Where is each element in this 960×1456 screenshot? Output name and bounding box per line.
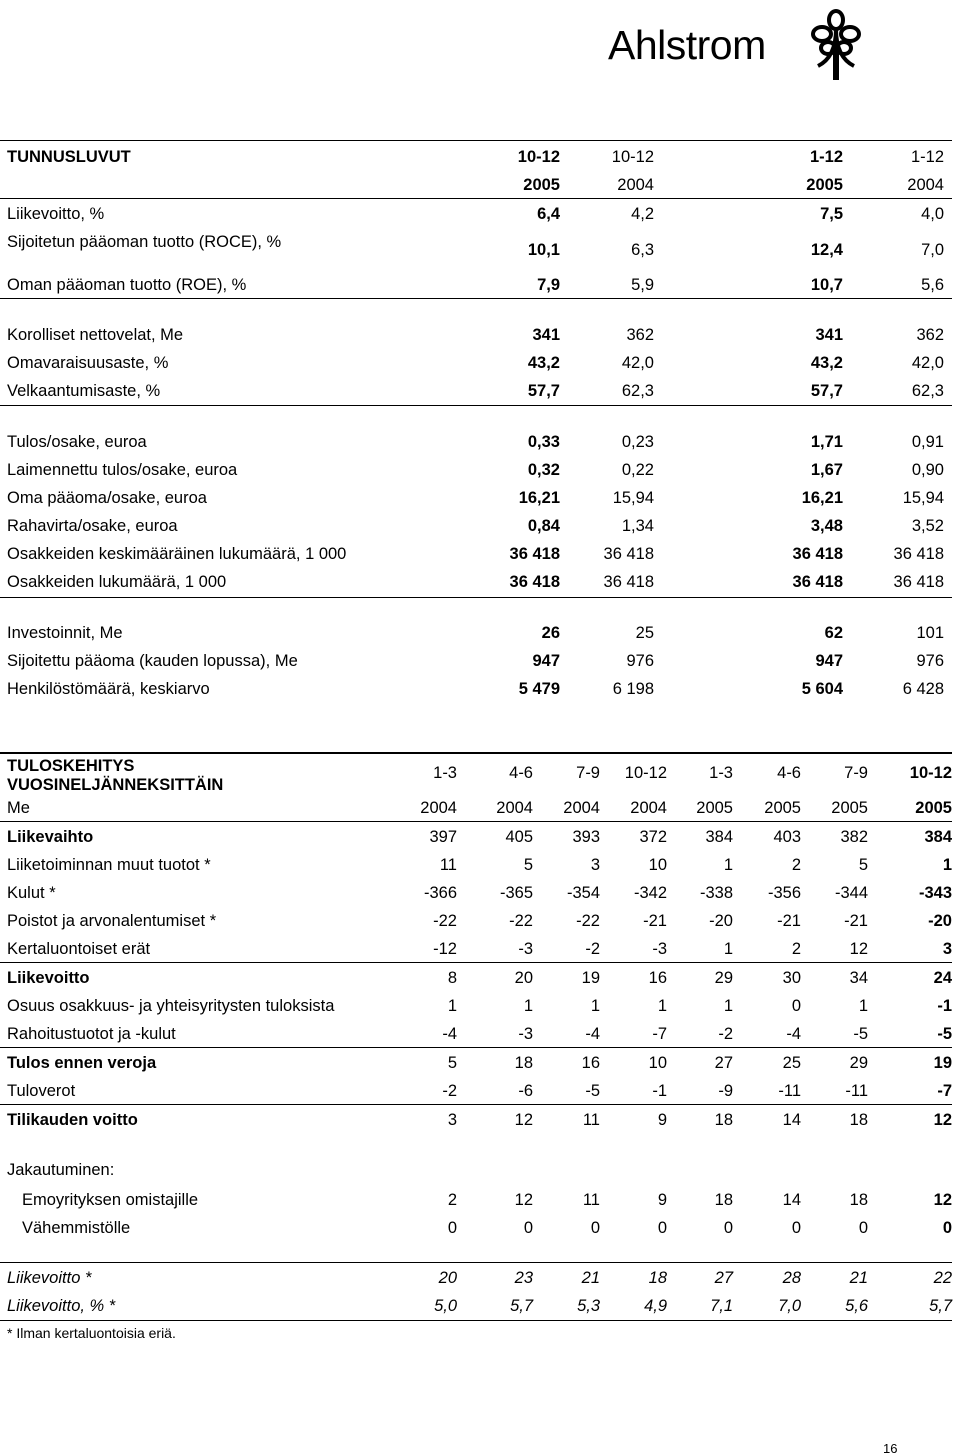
cell: 16 bbox=[648, 969, 667, 987]
cell: 19 bbox=[581, 969, 600, 987]
row-label: Omavaraisuusaste, % bbox=[7, 354, 169, 372]
cell: 1 bbox=[723, 997, 733, 1015]
table2-bottom-rule bbox=[0, 1320, 952, 1321]
cell: -2 bbox=[585, 940, 600, 958]
cell: 1,67 bbox=[810, 461, 843, 479]
cell: 3,48 bbox=[810, 517, 843, 535]
cell: -4 bbox=[442, 1025, 457, 1043]
table-row bbox=[0, 349, 960, 377]
table-row bbox=[0, 456, 960, 484]
cell: 1,34 bbox=[621, 517, 654, 535]
header-period: 1-3 bbox=[433, 764, 457, 782]
cell: 947 bbox=[532, 652, 560, 670]
cell: 6,4 bbox=[537, 205, 560, 223]
row-label: Liikevoitto, % * bbox=[7, 1297, 116, 1315]
table2-year-row bbox=[0, 794, 960, 822]
row-label: Tulos ennen veroja bbox=[7, 1054, 157, 1072]
header-year: 2005 bbox=[696, 799, 733, 817]
cell: 6 198 bbox=[612, 680, 654, 698]
cell: 18 bbox=[849, 1111, 868, 1129]
cell: 2 bbox=[447, 1191, 457, 1209]
row-label: Velkaantumisaste, % bbox=[7, 382, 161, 400]
table-row bbox=[0, 1186, 960, 1214]
cell: 0,84 bbox=[527, 517, 560, 535]
unit-label: Me bbox=[7, 799, 30, 817]
cell: 0,91 bbox=[911, 433, 944, 451]
cell: 22 bbox=[933, 1269, 952, 1287]
row-label: Tuloverot bbox=[7, 1082, 76, 1100]
cell: -365 bbox=[499, 884, 533, 902]
cell: 18 bbox=[648, 1269, 667, 1287]
cell: -2 bbox=[718, 1025, 733, 1043]
cell: 7,0 bbox=[921, 241, 944, 259]
cell: 16,21 bbox=[801, 489, 843, 507]
cell: 62,3 bbox=[911, 382, 944, 400]
cell: 5 bbox=[523, 856, 533, 874]
cell: 3 bbox=[447, 1111, 457, 1129]
ahlstrom-flower-icon bbox=[806, 8, 866, 80]
cell: 397 bbox=[429, 828, 457, 846]
cell: -11 bbox=[778, 1082, 801, 1100]
footnote: * Ilman kertaluontoisia eriä. bbox=[7, 1325, 176, 1341]
cell: -22 bbox=[576, 912, 600, 930]
cell: 5,9 bbox=[631, 276, 654, 294]
cell: 1 bbox=[657, 997, 667, 1015]
cell: 2 bbox=[791, 940, 801, 958]
cell: -7 bbox=[937, 1082, 952, 1100]
cell: 0 bbox=[791, 997, 801, 1015]
header-year: 2004 bbox=[630, 799, 667, 817]
header-period: 7-9 bbox=[844, 764, 868, 782]
row-label: Liikevoitto * bbox=[7, 1269, 92, 1287]
cell: 29 bbox=[849, 1054, 868, 1072]
cell: 10,1 bbox=[527, 241, 560, 259]
cell: -3 bbox=[518, 1025, 533, 1043]
table1-title: TUNNUSLUVUT bbox=[7, 148, 131, 166]
header-period: 1-12 bbox=[910, 148, 944, 166]
table-row bbox=[0, 851, 960, 879]
cell: 25 bbox=[782, 1054, 801, 1072]
table-row bbox=[0, 200, 960, 228]
table-row bbox=[0, 907, 960, 935]
cell: -3 bbox=[518, 940, 533, 958]
table-row bbox=[0, 647, 960, 675]
cell: 18 bbox=[849, 1191, 868, 1209]
row-label: Korolliset nettovelat, Me bbox=[7, 326, 184, 344]
table-row bbox=[0, 233, 960, 264]
cell: 1 bbox=[523, 997, 533, 1015]
cell: 14 bbox=[782, 1111, 801, 1129]
cell: 1 bbox=[723, 856, 733, 874]
cell: 36 418 bbox=[603, 545, 654, 563]
cell: 393 bbox=[572, 828, 600, 846]
cell: 0,90 bbox=[911, 461, 944, 479]
header-year: 2004 bbox=[420, 799, 457, 817]
header-year: 2004 bbox=[563, 799, 600, 817]
cell: 3 bbox=[942, 940, 952, 958]
header-year: 2005 bbox=[831, 799, 868, 817]
subtotal-rule bbox=[0, 962, 952, 963]
table1-section-rule bbox=[0, 405, 952, 406]
cell: 12,4 bbox=[810, 241, 843, 259]
cell: 7,1 bbox=[710, 1297, 733, 1315]
cell: 5 bbox=[447, 1054, 457, 1072]
cell: 0 bbox=[858, 1219, 868, 1237]
row-label: Oman pääoman tuotto (ROE), % bbox=[7, 276, 247, 294]
cell: 36 418 bbox=[792, 545, 843, 563]
row-label: Jakautuminen: bbox=[7, 1161, 115, 1179]
cell: 6 428 bbox=[902, 680, 944, 698]
cell: 29 bbox=[714, 969, 733, 987]
cell: 384 bbox=[924, 828, 952, 846]
cell: 43,2 bbox=[527, 354, 560, 372]
table1-section-rule bbox=[0, 597, 952, 598]
cell: -6 bbox=[518, 1082, 533, 1100]
header-period: 10-12 bbox=[611, 148, 654, 166]
cell: -343 bbox=[918, 884, 952, 902]
cell: 101 bbox=[916, 624, 944, 642]
logo-wordmark: Ahlstrom bbox=[608, 22, 766, 68]
table2-header-rule bbox=[0, 821, 952, 822]
cell: 5,7 bbox=[929, 1297, 952, 1315]
table1-top-rule bbox=[0, 140, 952, 141]
table-row bbox=[0, 1264, 960, 1292]
cell: 19 bbox=[933, 1054, 952, 1072]
table-row bbox=[0, 1077, 960, 1105]
cell: 3,52 bbox=[911, 517, 944, 535]
header-year: 2005 bbox=[915, 799, 952, 817]
cell: 30 bbox=[782, 969, 801, 987]
cell: -9 bbox=[718, 1082, 733, 1100]
cell: 21 bbox=[581, 1269, 600, 1287]
row-label: Oma pääoma/osake, euroa bbox=[7, 489, 207, 507]
cell: 0 bbox=[447, 1219, 457, 1237]
header-period: 1-3 bbox=[709, 764, 733, 782]
table-row bbox=[0, 484, 960, 512]
cell: 43,2 bbox=[810, 354, 843, 372]
cell: -11 bbox=[845, 1082, 868, 1100]
cell: 5,3 bbox=[577, 1297, 600, 1315]
cell: -5 bbox=[585, 1082, 600, 1100]
table2-italic-rule bbox=[0, 1262, 952, 1263]
cell: 23 bbox=[514, 1269, 533, 1287]
subtotal-rule bbox=[0, 1104, 952, 1105]
cell: -366 bbox=[423, 884, 457, 902]
cell: 36 418 bbox=[893, 573, 944, 591]
table1-header-rule bbox=[0, 198, 952, 199]
row-label: Poistot ja arvonalentumiset * bbox=[7, 912, 217, 930]
cell: 0 bbox=[791, 1219, 801, 1237]
cell: 18 bbox=[714, 1191, 733, 1209]
row-label: Henkilöstömäärä, keskiarvo bbox=[7, 680, 210, 698]
row-label: Kertaluontoiset erät bbox=[7, 940, 151, 958]
table1-header-row bbox=[0, 143, 960, 171]
row-label: Emoyrityksen omistajille bbox=[22, 1191, 199, 1209]
cell: 15,94 bbox=[902, 489, 944, 507]
cell: -5 bbox=[853, 1025, 868, 1043]
cell: 4,0 bbox=[921, 205, 944, 223]
cell: 947 bbox=[815, 652, 843, 670]
row-label: Kulut * bbox=[7, 884, 56, 902]
cell: 36 418 bbox=[893, 545, 944, 563]
cell: 5,6 bbox=[845, 1297, 868, 1315]
cell: -356 bbox=[767, 884, 801, 902]
cell: 18 bbox=[714, 1111, 733, 1129]
table2-title: TULOSKEHITYS VUOSINELJÄNNEKSITTÄIN bbox=[7, 757, 224, 794]
cell: -3 bbox=[652, 940, 667, 958]
cell: 36 418 bbox=[792, 573, 843, 591]
cell: 403 bbox=[773, 828, 801, 846]
cell: -20 bbox=[928, 912, 952, 930]
cell: 26 bbox=[541, 624, 560, 642]
cell: 0 bbox=[723, 1219, 733, 1237]
cell: 976 bbox=[916, 652, 944, 670]
table-row bbox=[0, 1049, 960, 1077]
table2-header-row bbox=[0, 757, 960, 794]
row-label: Rahavirta/osake, euroa bbox=[7, 517, 178, 535]
page-number: 16 bbox=[883, 1441, 898, 1456]
cell: 1,71 bbox=[810, 433, 843, 451]
cell: -342 bbox=[633, 884, 667, 902]
cell: 0 bbox=[657, 1219, 667, 1237]
row-label: Osakkeiden keskimääräinen lukumäärä, 1 000 bbox=[7, 545, 347, 563]
row-label: Liikevoitto bbox=[7, 969, 90, 987]
header-year: 2004 bbox=[496, 799, 533, 817]
cell: 5 604 bbox=[801, 680, 843, 698]
cell: -1 bbox=[652, 1082, 667, 1100]
row-label: Vähemmistölle bbox=[22, 1219, 131, 1237]
cell: 27 bbox=[714, 1269, 733, 1287]
header-period: 4-6 bbox=[509, 764, 533, 782]
table-row bbox=[0, 568, 960, 596]
cell: 36 418 bbox=[509, 573, 560, 591]
cell: 21 bbox=[849, 1269, 868, 1287]
cell: 12 bbox=[849, 940, 868, 958]
cell: 12 bbox=[514, 1111, 533, 1129]
cell: -12 bbox=[433, 940, 457, 958]
subtotal-rule bbox=[0, 1047, 952, 1048]
cell: 0 bbox=[590, 1219, 600, 1237]
cell: 5 479 bbox=[518, 680, 560, 698]
cell: -338 bbox=[699, 884, 733, 902]
cell: 14 bbox=[782, 1191, 801, 1209]
cell: 5,0 bbox=[434, 1297, 457, 1315]
row-label: Sijoitettu pääoma (kauden lopussa), Me bbox=[7, 652, 298, 670]
cell: -22 bbox=[433, 912, 457, 930]
cell: 405 bbox=[505, 828, 533, 846]
table-row bbox=[0, 619, 960, 647]
cell: 20 bbox=[438, 1269, 457, 1287]
table-row bbox=[0, 823, 960, 851]
cell: 10 bbox=[648, 1054, 667, 1072]
cell: 16,21 bbox=[518, 489, 560, 507]
header-period: 10-12 bbox=[909, 764, 952, 782]
cell: 7,0 bbox=[778, 1297, 801, 1315]
cell: 12 bbox=[933, 1191, 952, 1209]
row-label: Liikevoitto, % bbox=[7, 205, 105, 223]
cell: 0,23 bbox=[621, 433, 654, 451]
cell: 10,7 bbox=[810, 276, 843, 294]
row-label: Laimennettu tulos/osake, euroa bbox=[7, 461, 238, 479]
cell: 1 bbox=[447, 997, 457, 1015]
cell: 62 bbox=[824, 624, 843, 642]
cell: -4 bbox=[585, 1025, 600, 1043]
cell: 0,33 bbox=[527, 433, 560, 451]
cell: 20 bbox=[514, 969, 533, 987]
cell: 384 bbox=[705, 828, 733, 846]
cell: -4 bbox=[786, 1025, 801, 1043]
cell: 0 bbox=[523, 1219, 533, 1237]
table1-section-rule bbox=[0, 298, 952, 299]
table-row bbox=[0, 1292, 960, 1320]
cell: 24 bbox=[933, 969, 952, 987]
cell: 362 bbox=[626, 326, 654, 344]
cell: 11 bbox=[582, 1111, 600, 1129]
table-row bbox=[0, 992, 960, 1020]
cell: 6,3 bbox=[631, 241, 654, 259]
cell: 3 bbox=[590, 856, 600, 874]
cell: 382 bbox=[840, 828, 868, 846]
cell: 0,22 bbox=[621, 461, 654, 479]
row-label: Liiketoiminnan muut tuotot * bbox=[7, 856, 211, 874]
header-period: 7-9 bbox=[576, 764, 600, 782]
cell: 1 bbox=[858, 997, 868, 1015]
table2-top-rule bbox=[0, 752, 952, 754]
cell: 5 bbox=[858, 856, 868, 874]
table-row bbox=[0, 321, 960, 349]
cell: 5,7 bbox=[510, 1297, 533, 1315]
cell: -354 bbox=[566, 884, 600, 902]
header-year: 2005 bbox=[806, 176, 843, 194]
cell: 27 bbox=[714, 1054, 733, 1072]
cell: 1 bbox=[723, 940, 733, 958]
cell: 362 bbox=[916, 326, 944, 344]
cell: -7 bbox=[652, 1025, 667, 1043]
cell: 25 bbox=[635, 624, 654, 642]
cell: 1 bbox=[590, 997, 600, 1015]
cell: 18 bbox=[514, 1054, 533, 1072]
row-label: Tulos/osake, euroa bbox=[7, 433, 147, 451]
row-label: Rahoitustuotot ja -kulut bbox=[7, 1025, 176, 1043]
ahlstrom-logo bbox=[608, 8, 954, 80]
cell: 9 bbox=[657, 1191, 667, 1209]
cell: -21 bbox=[777, 912, 801, 930]
cell: 42,0 bbox=[621, 354, 654, 372]
cell: 11 bbox=[582, 1191, 600, 1209]
table-row bbox=[0, 879, 960, 907]
table1-year-row bbox=[0, 171, 960, 199]
cell: 4,2 bbox=[631, 205, 654, 223]
table-row bbox=[0, 1214, 960, 1242]
cell: 9 bbox=[657, 1111, 667, 1129]
table-row bbox=[0, 512, 960, 540]
row-label: Tilikauden voitto bbox=[7, 1111, 138, 1129]
table-row bbox=[0, 271, 960, 299]
header-year: 2005 bbox=[523, 176, 560, 194]
table-row bbox=[0, 428, 960, 456]
cell: 976 bbox=[626, 652, 654, 670]
cell: -20 bbox=[709, 912, 733, 930]
header-year: 2005 bbox=[764, 799, 801, 817]
header-period: 10-12 bbox=[517, 148, 560, 166]
row-label: Osakkeiden lukumäärä, 1 000 bbox=[7, 573, 227, 591]
table-row bbox=[0, 935, 960, 963]
table-row bbox=[0, 964, 960, 992]
cell: 1 bbox=[942, 856, 952, 874]
cell: 34 bbox=[849, 969, 868, 987]
header-period: 10-12 bbox=[624, 764, 667, 782]
header-period: 4-6 bbox=[777, 764, 801, 782]
cell: -1 bbox=[937, 997, 952, 1015]
cell: 5,6 bbox=[921, 276, 944, 294]
table-row bbox=[0, 675, 960, 703]
cell: -5 bbox=[937, 1025, 952, 1043]
cell: 341 bbox=[532, 326, 560, 344]
header-year: 2004 bbox=[617, 176, 654, 194]
row-label: Sijoitetun pääoman tuotto (ROCE), % bbox=[7, 233, 282, 251]
table-row bbox=[0, 1106, 960, 1134]
cell: 57,7 bbox=[810, 382, 843, 400]
cell: 0,32 bbox=[527, 461, 560, 479]
cell: -22 bbox=[509, 912, 533, 930]
cell: 12 bbox=[933, 1111, 952, 1129]
cell: 28 bbox=[782, 1269, 801, 1287]
cell: 341 bbox=[815, 326, 843, 344]
cell: -21 bbox=[643, 912, 667, 930]
cell: 36 418 bbox=[603, 573, 654, 591]
cell: 4,9 bbox=[644, 1297, 667, 1315]
cell: -2 bbox=[442, 1082, 457, 1100]
row-label: Osuus osakkuus- ja yhteisyritysten tuloksista bbox=[7, 997, 335, 1015]
cell: 10 bbox=[648, 856, 667, 874]
cell: 8 bbox=[447, 969, 457, 987]
cell: 7,5 bbox=[820, 205, 843, 223]
cell: 36 418 bbox=[509, 545, 560, 563]
distribution-heading bbox=[0, 1156, 960, 1184]
table-row bbox=[0, 377, 960, 405]
cell: 16 bbox=[581, 1054, 600, 1072]
row-label: Investoinnit, Me bbox=[7, 624, 123, 642]
header-year: 2004 bbox=[907, 176, 944, 194]
cell: -21 bbox=[844, 912, 868, 930]
row-label: Liikevaihto bbox=[7, 828, 94, 846]
cell: 15,94 bbox=[612, 489, 654, 507]
cell: 11 bbox=[439, 856, 457, 874]
cell: 42,0 bbox=[911, 354, 944, 372]
cell: 2 bbox=[791, 856, 801, 874]
table-row bbox=[0, 540, 960, 568]
cell: 0 bbox=[942, 1219, 952, 1237]
cell: 62,3 bbox=[621, 382, 654, 400]
cell: 12 bbox=[514, 1191, 533, 1209]
table-row bbox=[0, 1020, 960, 1048]
header-period: 1-12 bbox=[809, 148, 843, 166]
cell: 7,9 bbox=[537, 276, 560, 294]
cell: -344 bbox=[834, 884, 868, 902]
cell: 372 bbox=[639, 828, 667, 846]
cell: 57,7 bbox=[527, 382, 560, 400]
